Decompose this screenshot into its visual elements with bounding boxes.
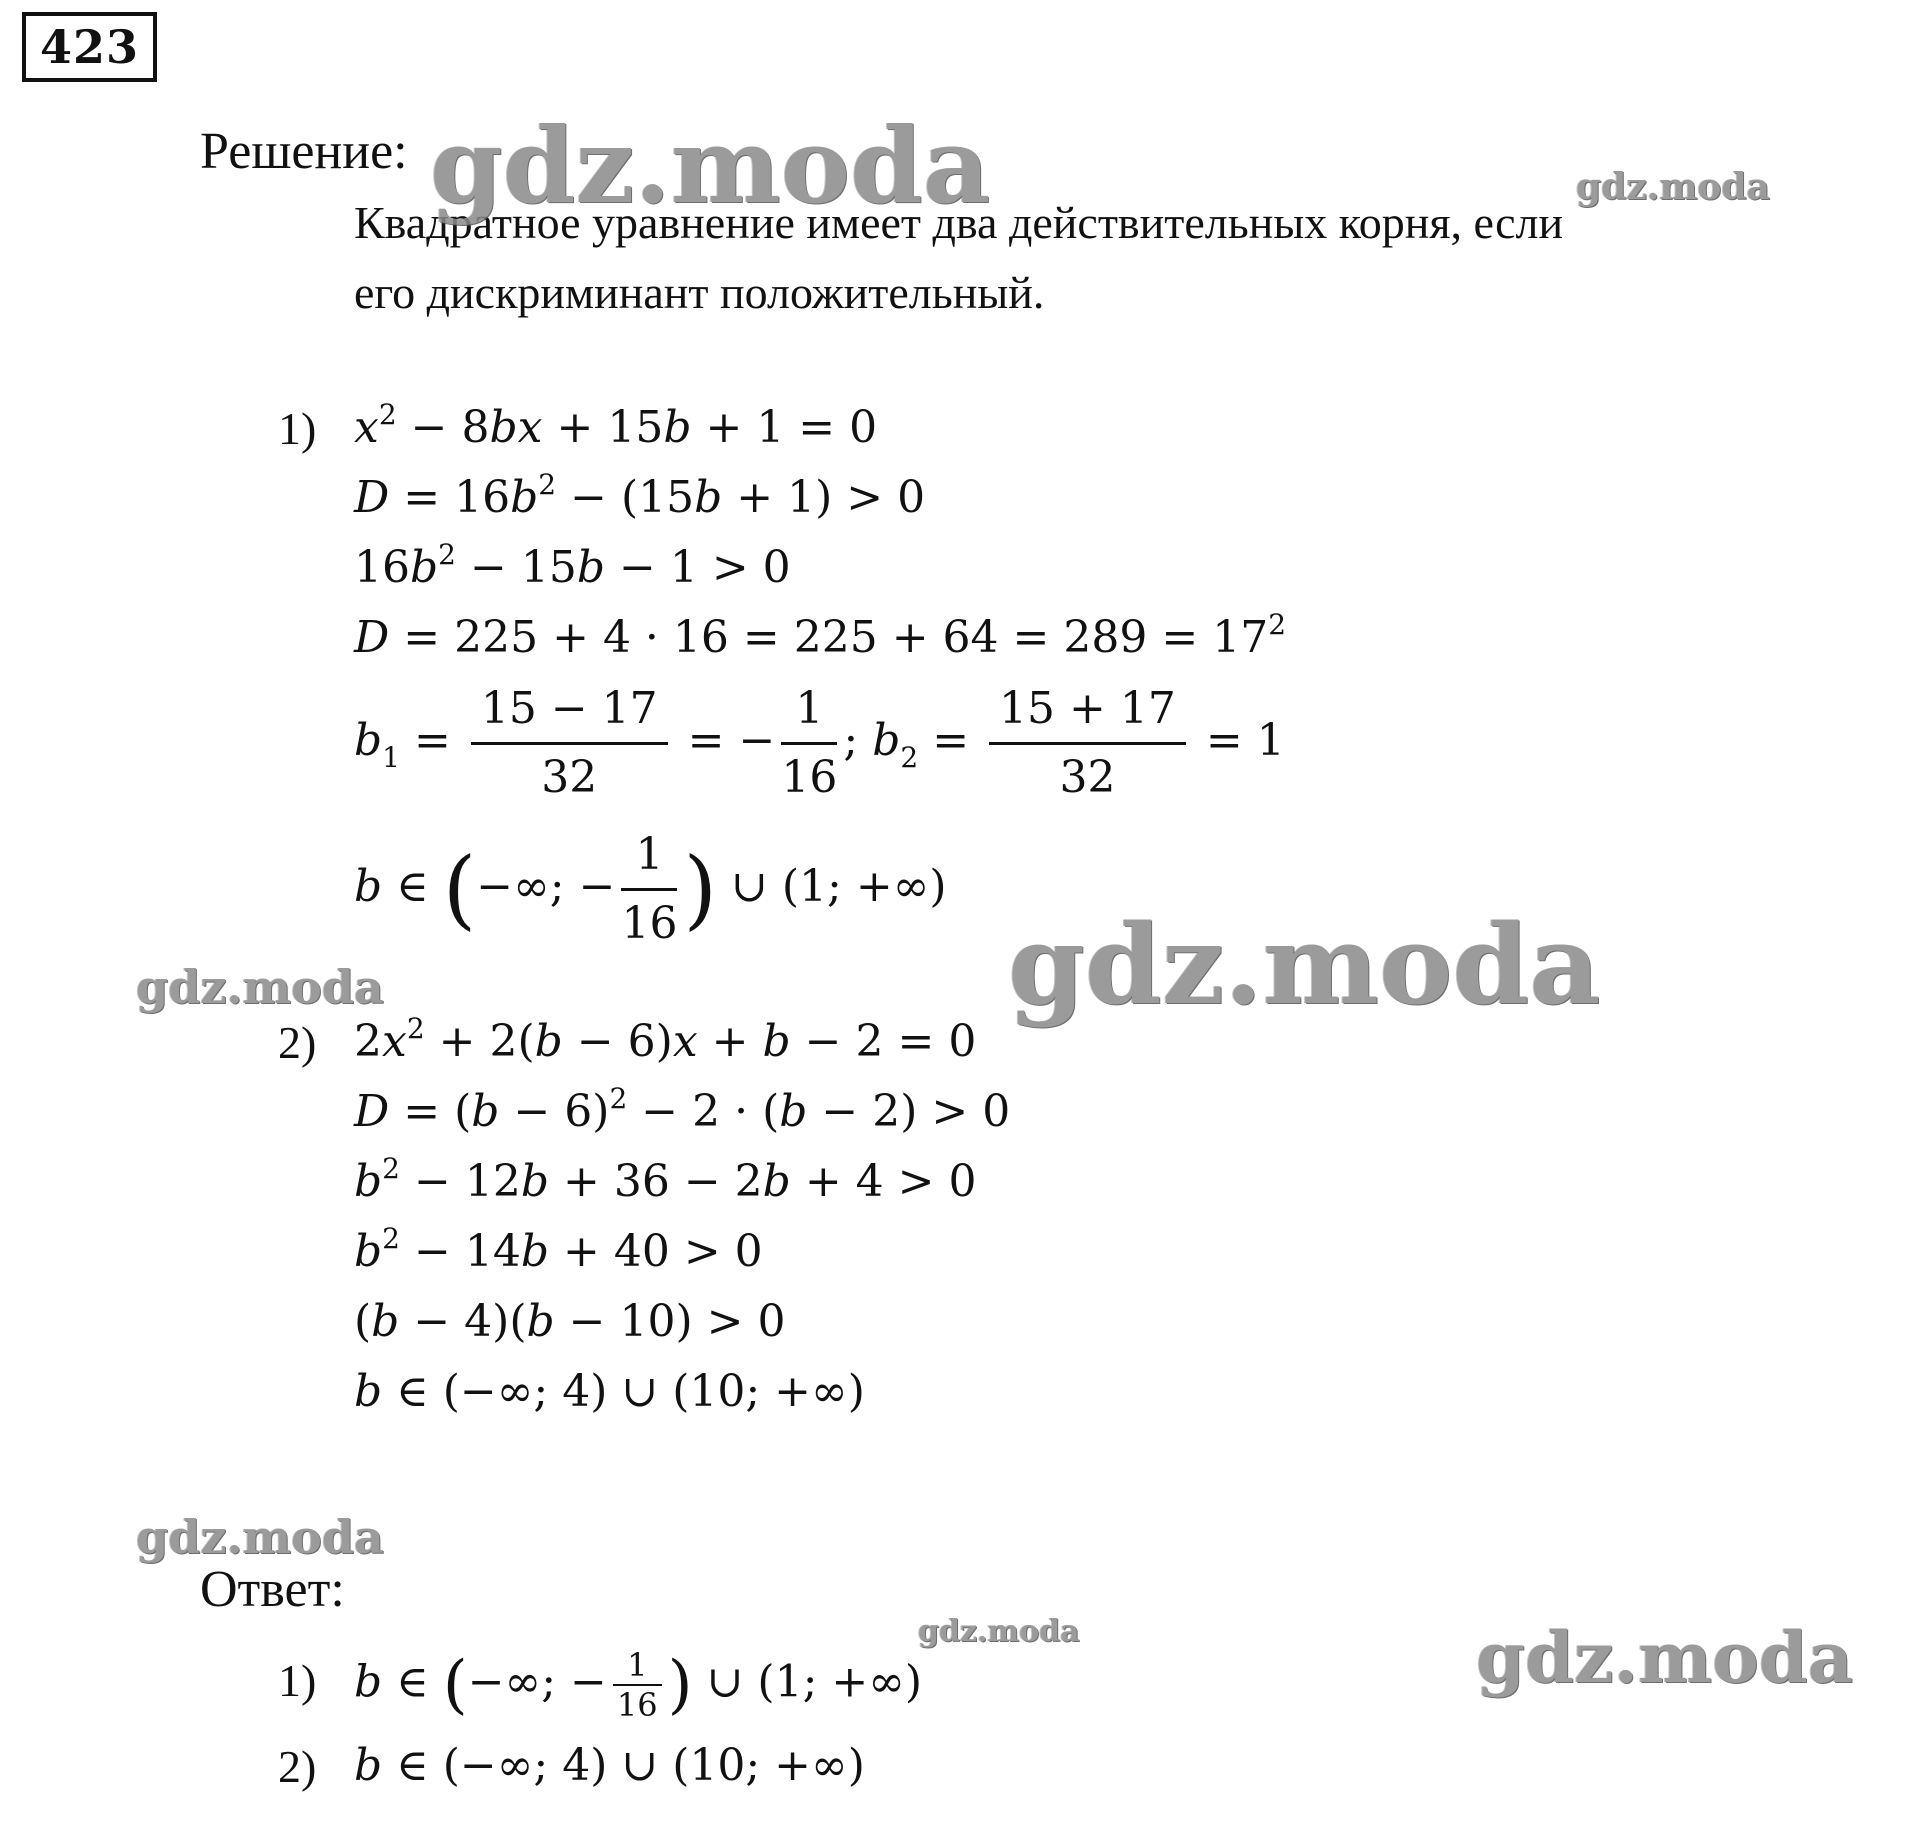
part1-solution-set: b ∈ (−∞; − $\frac{1}{16}$ ) ∪ (1; +∞) (354, 822, 947, 957)
watermark: gdz.moda (430, 104, 991, 227)
intro-line-2: его дискриминант положительный. (354, 267, 1045, 318)
part2-expanded: $b^2 - 12b + 36 - 2b + 4 > 0$ (354, 1152, 977, 1207)
answer-label: Ответ: (200, 1561, 345, 1618)
part2-simplified: $b^2 - 14b + 40 > 0$ (354, 1222, 763, 1277)
part1-number: 1) (278, 403, 317, 454)
problem-number: 423 (22, 12, 157, 82)
watermark: gdz.moda (1476, 1616, 1854, 1699)
answer2: b ∈ (−∞; 4) ∪ (10; +∞) (354, 1740, 865, 1791)
fraction: $\frac{1}{16}$ (613, 1646, 662, 1724)
fraction: $\frac{15 - 17}{32}$ (471, 676, 668, 811)
solution-label: Решение: (200, 123, 408, 180)
watermark: gdz.moda (1576, 166, 1770, 208)
fraction: $\frac{1}{16}$ (621, 822, 677, 957)
part2-number: 2) (278, 1017, 317, 1068)
watermark: gdz.moda (136, 960, 384, 1014)
part1-equation: $x^2 - 8bx + 15b + 1 = 0$ (354, 398, 878, 453)
part1-discriminant-value: $D = 225 + 4 \cdot 16 = 225 + 64 = 289 = 17^2$ (354, 608, 1287, 663)
answer1: b ∈ (−∞; − $\frac{1}{16}$ ) ∪ (1; +∞) (354, 1646, 923, 1724)
part1-discriminant: $D = 16b^2 - (15b + 1) > 0$ (354, 468, 926, 523)
watermark: gdz.moda (136, 1510, 384, 1564)
answer1-number: 1) (278, 1655, 317, 1706)
part2-discriminant: $D = (b - 6)^2 - 2 \cdot (b - 2) > 0$ (354, 1082, 1011, 1137)
part2-equation: $2x^2 + 2(b - 6)x + b - 2 = 0$ (354, 1012, 977, 1067)
part2-factored: (b − 4)(b − 10) > 0 (354, 1296, 786, 1347)
part1-roots: $b_1$ = $\frac{15 - 17}{32}$ = − $\frac{1}{16}$ ; $b_2$ = $\frac{15 + 17}{32}$ = 1 (354, 676, 1285, 811)
watermark: gdz.moda (1008, 900, 1601, 1029)
fraction: $\frac{15 + 17}{32}$ (989, 676, 1186, 811)
fraction: $\frac{1}{16}$ (781, 676, 837, 811)
part1-inequality: $16b^2 - 15b - 1 > 0$ (354, 538, 791, 593)
part2-solution-set: b ∈ (−∞; 4) ∪ (10; +∞) (354, 1366, 865, 1417)
intro-line-1: Квадратное уравнение имеет два действительных корня, если (354, 197, 1564, 248)
answer2-number: 2) (278, 1741, 317, 1792)
watermark: gdz.moda (918, 1614, 1080, 1649)
